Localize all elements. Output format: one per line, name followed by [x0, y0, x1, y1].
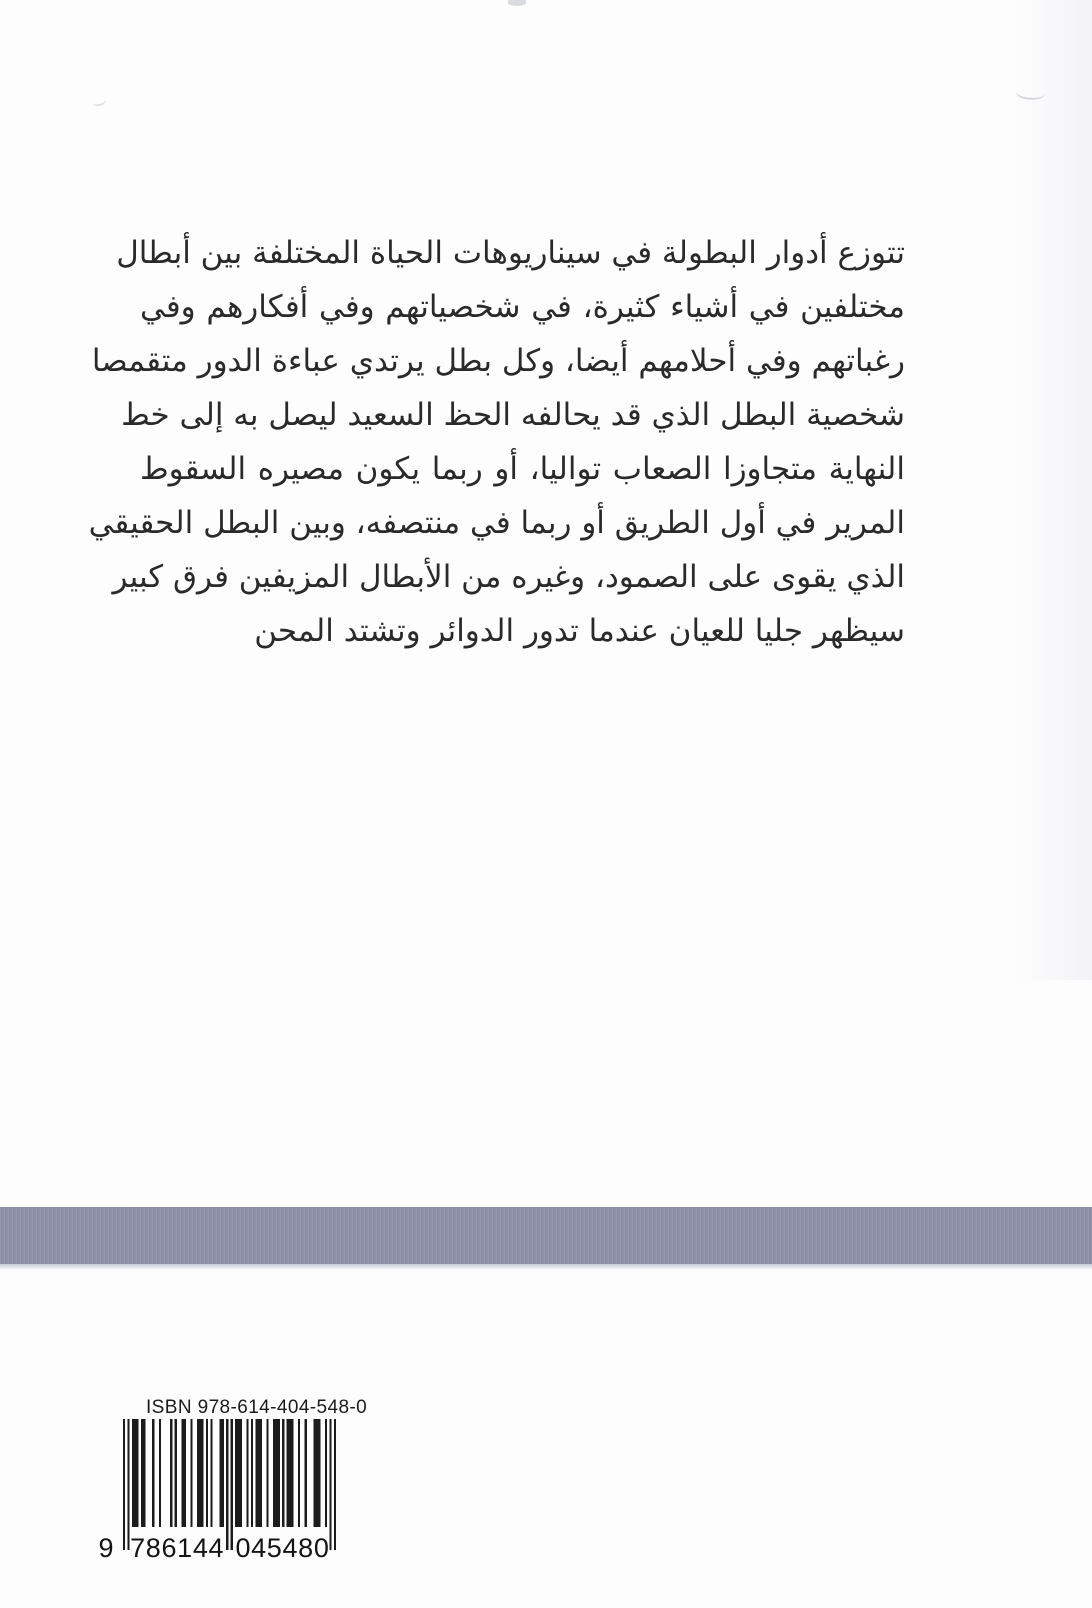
barcode-digit: 5	[266, 1533, 282, 1563]
barcode-digit: 9	[98, 1533, 114, 1563]
barcode-digit: 4	[208, 1533, 224, 1563]
blurb-line: مختلفين في أشياء كثيرة، في شخصياتهم وفي أفكارهم وفي	[140, 289, 905, 325]
color-band-fade	[0, 1264, 1092, 1270]
blurb-line: المرير في أول الطريق أو ربما في منتصفه، وبين البطل الحقيقي	[88, 505, 905, 541]
barcode-digit: 8	[298, 1533, 314, 1563]
ean13-barcode	[90, 1419, 346, 1567]
barcode-digit: 8	[145, 1533, 161, 1563]
blurb-paragraph	[88, 226, 905, 658]
blurb-line: سيظهر جليا للعيان عندما تدور الدوائر وتشتد المحن	[254, 613, 905, 649]
barcode-digit: 7	[130, 1533, 146, 1563]
barcode-digit: 4	[251, 1533, 267, 1563]
page-edge-shadow	[1014, 0, 1092, 980]
blurb-line: النهاية متجاوزا الصعاب تواليا، أو ربما يكون مصيره السقوط	[140, 451, 905, 487]
barcode-digit: 0	[235, 1533, 251, 1563]
blurb-line: تتوزع أدوار البطولة في سيناريوهات الحياة المختلفة بين أبطال	[116, 235, 905, 271]
faint-scratch-left	[91, 94, 107, 107]
barcode-digit: 6	[161, 1533, 177, 1563]
color-band	[0, 1207, 1092, 1264]
isbn-label: ISBN 978-614-404-548-0	[146, 1397, 368, 1418]
barcode-digit: 0	[313, 1533, 329, 1563]
barcode-digit: 1	[177, 1533, 193, 1563]
barcode-digit: 4	[192, 1533, 208, 1563]
blurb-line: رغباتهم وفي أحلامهم أيضا، وكل بطل يرتدي عباءة الدور متقمصا	[91, 343, 905, 379]
blurb-line: الذي يقوى على الصمود، وغيره من الأبطال المزيفين فرق كبير	[112, 559, 905, 595]
barcode-digit: 4	[282, 1533, 298, 1563]
paper-speck	[508, 0, 526, 6]
blurb-line: شخصية البطل الذي قد يحالفه الحظ السعيد ليصل به إلى خط	[121, 397, 905, 433]
